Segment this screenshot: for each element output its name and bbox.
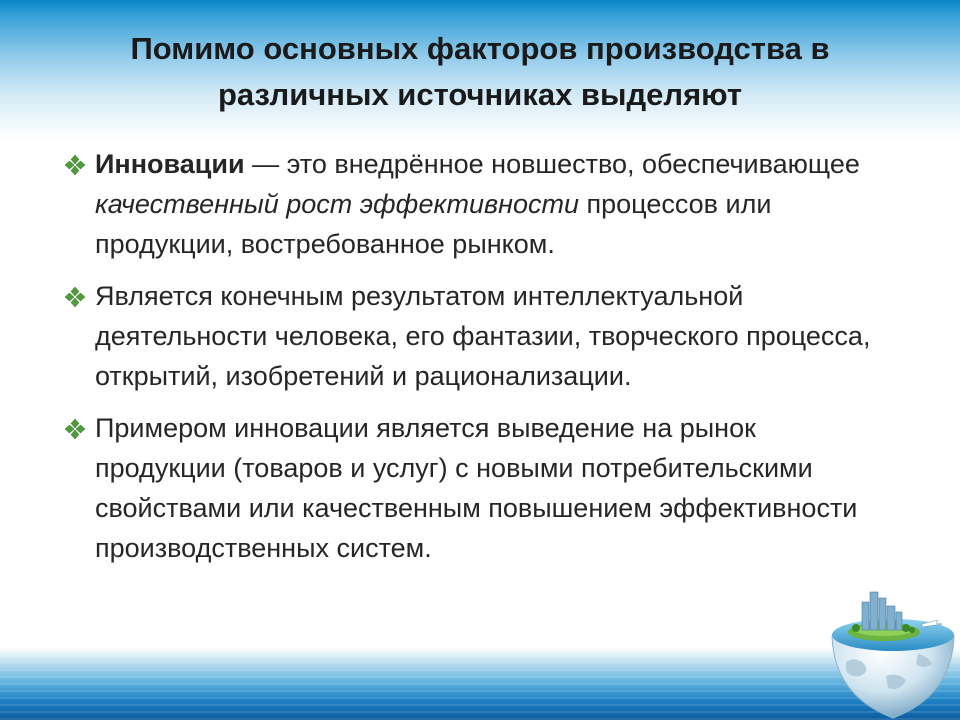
- bullet-lead: Инновации: [95, 149, 245, 179]
- bullet-text: Примером инновации является выведение на рынок продукции (товаров и услуг) с новыми потребительскими свойствами или качественным повышением эффективности производственных систем.: [95, 413, 858, 563]
- footer-band: [0, 648, 960, 720]
- slide-title: [40, 26, 920, 118]
- bullet-text: процессов или продукции, востребованное рынком.: [95, 189, 772, 259]
- diamond-clover-icon: [64, 154, 86, 176]
- bullet-text: — это внедрённое новшество, обеспечивающее: [244, 149, 860, 179]
- bullet-item: [64, 408, 884, 568]
- diamond-clover-icon: [64, 418, 86, 440]
- title-line-2: различных источниках выделяют: [217, 77, 743, 112]
- globe-island-icon: [826, 584, 960, 720]
- bullet-text: Является конечным результатом интеллектуальной деятельности человека, его фантазии, творческого процесса, открытий, изобретений и рационализации.: [95, 281, 871, 391]
- bullet-item: [64, 276, 884, 396]
- title-line-1: Помимо основных факторов производства в: [130, 31, 830, 66]
- bullet-item: [64, 144, 884, 264]
- bullet-emphasis: качественный рост эффективности: [95, 189, 580, 219]
- bullet-list: [64, 144, 884, 580]
- diamond-clover-icon: [64, 286, 86, 308]
